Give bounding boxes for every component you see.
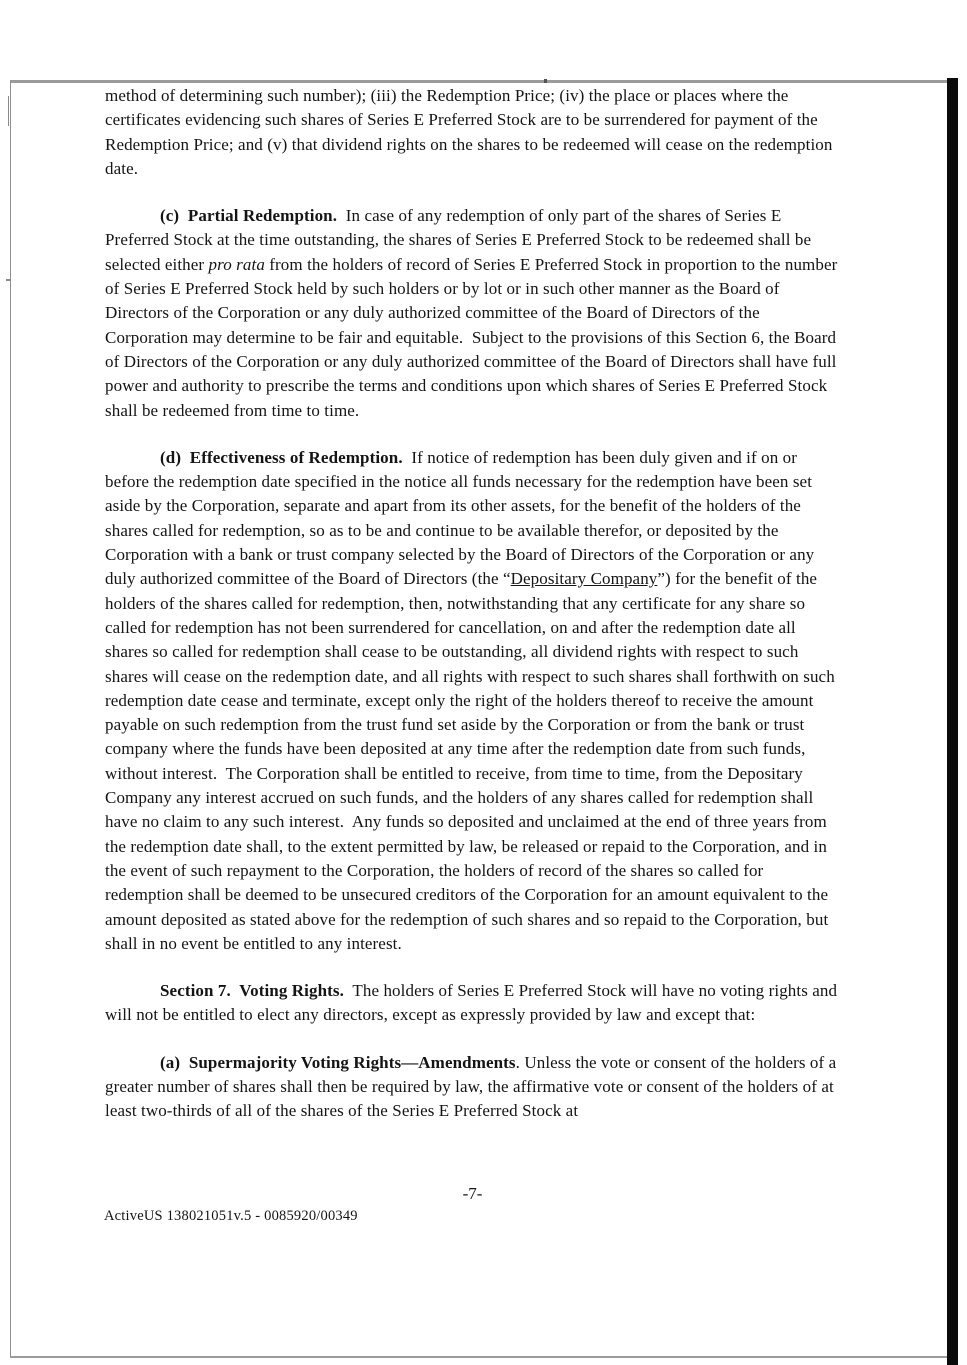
clause-heading: (c) Partial Redemption. <box>160 206 338 226</box>
scan-artifact-tick <box>6 279 11 281</box>
page-number: -7- <box>462 1184 483 1203</box>
paragraph-a-supermajority-voting-rights <box>105 1051 840 1124</box>
latin-phrase: pro rata <box>208 254 265 274</box>
paragraph-text: The holders of Series E Preferred Stock will have no voting rights and will not be entitled to elect any directors, except as expressly provided by law and except that: <box>105 981 838 1025</box>
scan-artifact-tick <box>8 96 9 126</box>
paragraph-text: In case of any redemption of only part of the shares of Series E Preferred Stock at the time outstanding, the shares of Series E Preferred Stock to be redeemed shall be selected either <box>105 206 812 274</box>
paragraph-section-7-voting-rights <box>105 979 840 1028</box>
scan-artifact-speck <box>544 79 547 83</box>
paragraph-text: method of determining such number); (iii) the Redemption Price; (iv) the place or places where the certificates evidencing such shares of Series E Preferred Stock are to be surrendered for payment of the Redemption Price; and (v) that dividend rights on the shares to be redeemed will cease on the redemption date. <box>105 86 833 178</box>
clause-heading: (d) Effectiveness of Redemption. <box>160 447 403 467</box>
section-heading: Section 7. Voting Rights. <box>160 981 344 1001</box>
paragraph-continuation <box>105 84 840 181</box>
paragraph-c-partial-redemption <box>105 204 840 423</box>
paragraph-text: . Unless the vote or consent of the holders of a greater number of shares shall then be required by law, the affirmative vote or consent of the holders of at least two-thirds of all of the shares of the Series E Preferred Stock at <box>105 1052 837 1121</box>
defined-term: Depositary Company <box>510 569 658 589</box>
document-body <box>105 84 840 1174</box>
document-id-stamp: ActiveUS 138021051v.5 - 0085920/00349 <box>104 1208 358 1224</box>
paragraph-text: from the holders of record of Series E Preferred Stock in proportion to the number of Series E Preferred Stock held by such holders or by lot or in such other manner as the Board of Directors of the Corporation or any duly authorized committee of the Board of Directors of the Corporation may determine to be fair and equitable. Subject to the provisions of this Section 6, the Board of Directors of the Corporation or any duly authorized committee of the Board of Directors shall have full power and authority to prescribe the terms and conditions upon which shares of Series E Preferred Stock shall be redeemed from time to time. <box>105 254 838 420</box>
paragraph-text: If notice of redemption has been duly given and if on or before the redemption date specified in the notice all funds necessary for the redemption have been set aside by the Corporation, separate and apart from its other assets, for the benefit of the holders of the shares called for redemption, so as to be and continue to be available therefor, or deposited by the Corporation with a bank or trust company selected by the Board of Directors of the Corporation or any duly authorized committee of the Board of Directors (the “ <box>105 447 815 589</box>
scan-edge-bar <box>947 78 958 1365</box>
clause-heading: (a) Supermajority Voting Rights—Amendments <box>160 1052 516 1072</box>
paragraph-d-effectiveness-of-redemption <box>105 446 840 956</box>
paragraph-text: ”) for the benefit of the holders of the shares called for redemption, then, notwithstanding that any certificate for any share so called for redemption has not been surrendered for cancellation, on and after the redemption date all shares so called for redemption shall cease to be outstanding, all dividend rights with respect to such shares will cease on the redemption date, and all rights with respect to such shares shall forthwith on such redemption date cease and terminate, except only the right of the holders thereof to receive the amount payable on such redemption from the trust fund set aside by the Corporation or from the bank or trust company where the funds have been deposited at any time after the redemption date from such funds, without interest. The Corporation shall be entitled to receive, from time to time, from the Depositary Company any interest accrued on such funds, and the holders of any shares called for redemption shall have no claim to any such interest. Any funds so deposited and unclaimed at the end of three years from the redemption date shall, to the extent permitted by law, be released or repaid to the Corporation, and in the event of such repayment to the Corporation, the holders of record of the shares so called for redemption shall be deemed to be unsecured creditors of the Corporation for an amount equivalent to the amount deposited as stated above for the redemption of such shares and so repaid to the Corporation, but shall in no event be entitled to any interest. <box>105 569 835 953</box>
